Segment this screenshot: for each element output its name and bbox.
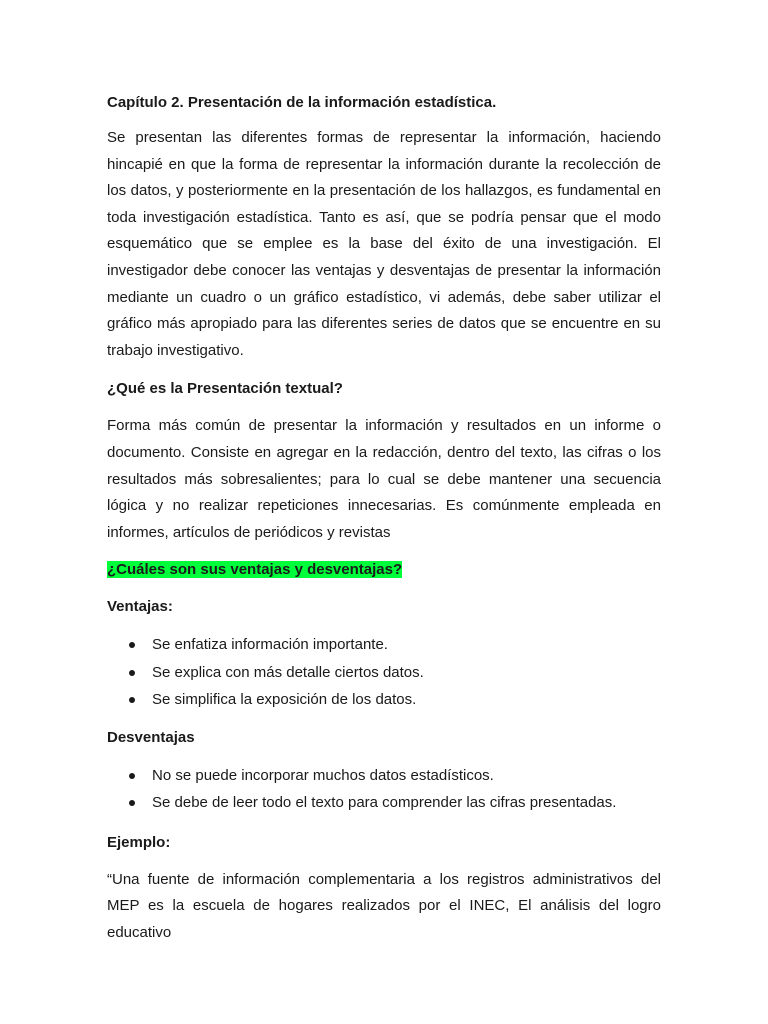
pros-cons-heading <box>107 560 661 580</box>
highlighted-text: ¿Cuáles son sus ventajas y desventajas? <box>107 561 403 579</box>
bullet-icon <box>129 697 135 703</box>
advantages-list <box>107 631 661 714</box>
disadvantages-list <box>107 762 661 817</box>
intro-paragraph: Se presentan las diferentes formas de representar la información, haciendo hincapié en que la forma de representar la información durante la recolección de los datos, y posteriormente en la presentación de los hallazgos, es fundamental en toda investigación estadística. Tanto es así, que se podría pensar que el modo esquemático que se emplee es la base del éxito de una investigación. El investigador debe conocer las ventajas y desventajas de presentar la información mediante un cuadro o un gráfico estadístico, vi además, debe saber utilizar el gráfico más apropiado para las diferentes series de datos que se encuentre en su trabajo investigativo. <box>107 129 661 359</box>
list-item: No se puede incorporar muchos datos estadísticos. <box>107 762 661 790</box>
question-heading: ¿Qué es la Presentación textual? <box>107 380 343 398</box>
bullet-icon <box>129 642 135 648</box>
list-item: Se debe de leer todo el texto para comprender las cifras presentadas. <box>107 789 661 817</box>
bullet-icon <box>129 773 135 779</box>
document-content <box>107 90 661 947</box>
disadvantages-heading: Desventajas <box>107 728 195 746</box>
example-paragraph: “Una fuente de información complementaria a los registros administrativos del MEP es la escuela de hogares realizados por el INEC, El análisis del logro educativo <box>107 870 661 941</box>
advantages-heading: Ventajas: <box>107 598 173 616</box>
bullet-icon <box>129 800 135 806</box>
list-item: Se explica con más detalle ciertos datos. <box>107 659 661 687</box>
example-heading: Ejemplo: <box>107 833 171 851</box>
list-item: Se simplifica la exposición de los datos. <box>107 686 661 714</box>
definition-paragraph: Forma más común de presentar la información y resultados en un informe o documento. Consiste en agregar en la redacción, dentro del texto, las cifras o los resultados más sobresalientes; para lo cual se debe mantener una secuencia lógica y no realizar repeticiones innecesarias. Es comúnmente empleada en informes, artículos de periódicos y revistas <box>107 417 661 541</box>
bullet-icon <box>129 670 135 676</box>
list-item: Se enfatiza información importante. <box>107 631 661 659</box>
chapter-title: Capítulo 2. Presentación de la información estadística. <box>107 94 497 111</box>
